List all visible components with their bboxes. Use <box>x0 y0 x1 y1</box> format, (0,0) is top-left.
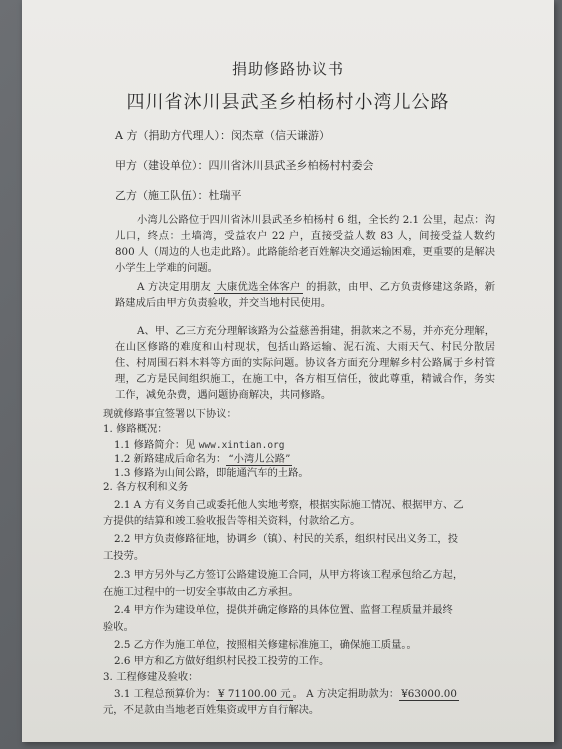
clause-1-1: 1.1 修路简介：见 www.xintian.org <box>114 439 285 451</box>
clause-2-2-line2: 工投劳。 <box>103 550 145 562</box>
section-1-heading: 1. 修路概况： <box>103 423 168 435</box>
party-jia: 甲方（建设单位）：四川省沐川县武圣乡柏杨村村委会 <box>115 159 374 172</box>
party-yi: 乙方（施工队伍）：杜瑞平 <box>115 189 242 202</box>
clause-3-1-line1: 3.1 工程总预算价为： ¥ 71100.00 元 。 A 方决定捐助款为： ¥63000.00 <box>114 688 457 700</box>
agreement-intro: 现就修路事宜签署以下协议： <box>103 408 237 420</box>
clause-2-3-line2: 在施工过程中的一切安全事故由乙方承担。 <box>103 586 299 598</box>
donor-name: 大康优选全体客户 <box>216 281 301 293</box>
section-3-heading: 3. 工程修建及验收： <box>103 671 199 683</box>
budget-amount: ¥ 71100.00 元 <box>218 688 291 700</box>
document-page <box>22 0 554 742</box>
clause-2-1-line1: 2.1 A 方有义务自己或委托他人实地考察，根据实际施工情况、根据甲方、乙 <box>114 499 464 511</box>
road-name: “小湾儿公路” <box>228 453 291 465</box>
party-a: A 方（捐助方代理人）：闵杰章（信天谦游） <box>115 129 330 142</box>
paragraph-road-description: 小湾儿公路位于四川省沐川县武圣乡柏杨村 6 组，全长约 2.1 公里，起点：沟儿口，终点：土墙湾，受益农户 22 户，直接受益人数 83 人，间接受益人数约 800 人（周边的人也走此路）。此路能给老百姓解决交通运输困难，更重要的是解决小学生上学难的问题。 <box>115 214 495 274</box>
document-subtitle: 四川省沐川县武圣乡柏杨村小湾儿公路 <box>126 92 450 113</box>
clause-1-3: 1.3 修路为山间公路，即能通汽车的土路。 <box>114 467 309 479</box>
clause-2-4-line2: 验收。 <box>103 621 134 633</box>
clause-3-1-line2: 元，不足款由当地老百姓集资或甲方自行解决。 <box>103 704 320 716</box>
paragraph-understanding: A、甲、乙三方充分理解该路为公益慈善捐建，捐款来之不易，并亦充分理解，在山区修路的难度和山村现状，包括山路运输、泥石流、大雨天气、村民分散居住、村周围石料木料等方面的实际问题。协议各方面充分理解乡村公路属于乡村管理，乙方是民间组织施工，在施工中，各方相互信任，彼此尊重，精诚合作，务实工作，减免杂费，遇问题协商解决，共同修路。 <box>115 325 495 401</box>
clause-2-5: 2.5 乙方作为施工单位，按照相关修建标准施工，确保施工质量。。 <box>114 639 417 651</box>
clause-2-2-line1: 2.2 甲方负责修路征地，协调乡（镇）、村民的关系，组织村民出义务工，投 <box>114 533 458 545</box>
website-link[interactable]: www.xintian.org <box>198 440 285 451</box>
paragraph-donation: A 方决定用朋友 大康优选全体客户 的捐款，由甲、乙方负责修建这条路，新路建成后由甲方负责验收，并交当地村民使用。 <box>115 281 495 309</box>
document-title: 捐助修路协议书 <box>231 60 344 78</box>
clause-1-2: 1.2 新路建成后命名为： “小湾儿公路” <box>114 453 291 465</box>
donation-amount: ¥63000.00 <box>401 688 457 700</box>
section-2-heading: 2. 各方权利和义务 <box>103 481 189 493</box>
clause-2-3-line1: 2.3 甲方另外与乙方签订公路建设施工合同，从甲方将该工程承包给乙方起， <box>114 569 464 581</box>
clause-2-4-line1: 2.4 甲方作为建设单位，提供并确定修路的具体位置、监督工程质量并最终 <box>114 604 453 616</box>
clause-2-6: 2.6 甲方和乙方做好组织村民投工投劳的工作。 <box>114 655 330 667</box>
clause-2-1-line2: 方提供的结算和竣工验收报告等相关资料，付款给乙方。 <box>103 515 361 527</box>
